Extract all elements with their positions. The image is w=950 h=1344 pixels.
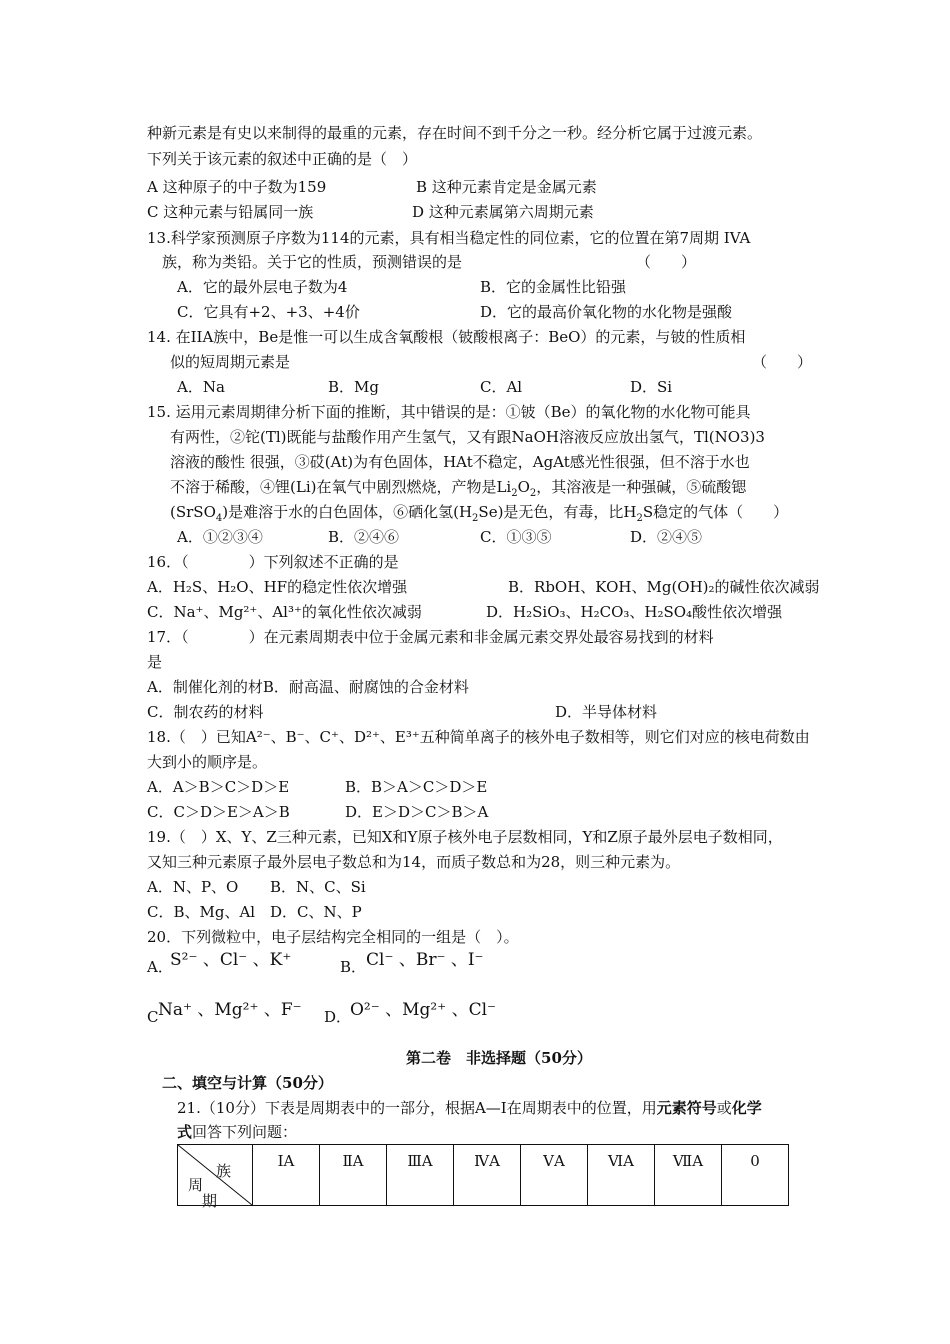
line-q12-stem-1: 种新元素是有史以来制得的最重的元素，存在时间不到千分之一秒。经分析它属于过渡元素。 [147, 124, 763, 142]
q15-stem-5: (SrSO$_4$)是难溶于水的白色固体，⑥硒化氢$(H_2Se)$是无色，有毒，比$H_2S$稳定的气体（ ） [170, 503, 789, 524]
corner-label-group: 族 [216, 1162, 232, 1180]
q20-stem: 20．下列微粒中，电子层结构完全相同的一组是（ ）。 [147, 928, 519, 946]
q13-answer-paren: （ ） [636, 253, 697, 271]
q19-option-a: A．N、P、O [147, 878, 239, 896]
group-header-6: ⅥA [588, 1145, 655, 1206]
q17-stem-2: 是 [147, 653, 163, 671]
section-title: 第二卷 非选择题（50分） [406, 1049, 592, 1067]
q13-option-a: A．它的最外层电子数为4 [177, 278, 348, 296]
q13-option-b: B．它的金属性比铅强 [480, 278, 627, 296]
q20-option-d: O²⁻ 、Mg²⁺ 、Cl⁻ [350, 1000, 497, 1020]
q19-option-d: D．C、N、P [270, 903, 362, 921]
corner-label-period-2: 期 [202, 1192, 218, 1210]
q12-option-c: C 这种元素与铅属同一族 [147, 203, 314, 221]
q21-stem-1: 21.（10分）下表是周期表中的一部分，根据A—I在周期表中的位置，用元素符号或化学 [177, 1099, 762, 1117]
q15-stem-4: 不溶于稀酸，④锂(Li)在氧气中剧烈燃烧，产物是$Li_2O_2$，其溶液是一种强碱，⑤硫酸锶 [170, 478, 747, 499]
q20-option-b-label: B． [340, 958, 367, 976]
q18-stem-1: 18.（ ）已知A²⁻、B⁻、C⁺、D²⁺、E³⁺五种简单离子的核外电子数相等，则它们对应的核电荷数由 [147, 728, 810, 746]
line-q12-stem-2: 下列关于该元素的叙述中正确的是（ ） [147, 150, 418, 168]
q13-stem-2: 族，称为类铅。关于它的性质，预测错误的是 [162, 253, 463, 271]
q14-option-a: A．Na [177, 378, 225, 396]
q14-stem-2: 似的短周期元素是 [170, 353, 291, 371]
group-header-2: ⅡA [320, 1145, 387, 1206]
q16-stem: 16．（ ）下列叙述不正确的是 [147, 553, 399, 571]
q18-option-b: B．B＞A＞C＞D＞E [345, 778, 488, 796]
q20-option-b: Cl⁻ 、Br⁻ 、I⁻ [366, 950, 484, 970]
table-corner-cell [178, 1145, 253, 1210]
q12-option-a: A 这种原子的中子数为159 [147, 178, 327, 196]
group-header-4: ⅣA [454, 1145, 521, 1206]
q16-option-c: C．Na⁺、Mg²⁺、Al³⁺的氧化性依次减弱 [147, 603, 422, 621]
q18-option-a: A．A＞B＞C＞D＞E [147, 778, 290, 796]
table-row [178, 1145, 789, 1206]
q15-stem-1: 15. 运用元素周期律分析下面的推断，其中错误的是：①铍（Be）的氧化物的水化物可能具 [147, 403, 751, 421]
q14-answer-paren: （ ） [752, 353, 813, 371]
q12-option-b: B 这种元素肯定是金属元素 [416, 178, 597, 196]
q16-option-d: D．H₂SiO₃、H₂CO₃、H₂SO₄酸性依次增强 [486, 603, 783, 621]
q17-stem-1: 17．（ ）在元素周期表中位于金属元素和非金属元素交界处最容易找到的材料 [147, 628, 714, 646]
q12-option-d: D 这种元素属第六周期元素 [412, 203, 594, 221]
q19-stem-2: 又知三种元素原子最外层电子数总和为14，而质子数总和为28，则三种元素为。 [147, 853, 681, 871]
q20-option-c: Na⁺ 、Mg²⁺ 、F⁻ [158, 1000, 302, 1020]
q15-option-b: B．②④⑥ [328, 528, 400, 546]
q20-option-a: S²⁻ 、Cl⁻ 、K⁺ [170, 950, 292, 970]
subsection-title: 二、填空与计算（50分） [162, 1074, 333, 1092]
q17-option-d: D．半导体材料 [555, 703, 658, 721]
q15-option-a: A．①②③④ [177, 528, 263, 546]
q17-option-ab: A．制催化剂的材B．耐高温、耐腐蚀的合金材料 [147, 678, 469, 696]
corner-label-period-1: 周 [188, 1176, 204, 1194]
q20-option-a-label: A． [147, 958, 173, 976]
q13-option-c: C．它具有+2、+3、+4价 [177, 303, 360, 321]
q15-stem-3: 溶液的酸性 很强，③砹(At)为有色固体，HAt不稳定，AgAt感光性很强，但不溶于水也 [170, 453, 750, 471]
q19-option-b: B．N、C、Si [270, 878, 366, 896]
q16-option-b: B．RbOH、KOH、Mg(OH)₂的碱性依次减弱 [508, 578, 820, 596]
q20-option-c-label: C [147, 1008, 159, 1026]
q19-stem-1: 19.（ ）X、Y、Z三种元素，已知X和Y原子核外电子层数相同，Y和Z原子最外层电子数相同， [147, 828, 783, 846]
q20-option-d-label: D． [324, 1008, 352, 1026]
periodic-table [177, 1144, 789, 1210]
group-header-0: 0 [722, 1145, 789, 1206]
q14-stem-1: 14. 在IIA族中，Be是惟一可以生成含氧酸根（铍酸根离子：BeO）的元素，与铍的性质相 [147, 328, 746, 346]
group-header-1: ⅠA [253, 1145, 320, 1206]
q13-option-d: D．它的最高价氧化物的水化物是强酸 [480, 303, 733, 321]
q13-stem-1: 13.科学家预测原子序数为114的元素，具有相当稳定性的同位素，它的位置在第7周期 IVA [147, 229, 751, 247]
q15-option-d: D．②④⑤ [630, 528, 703, 546]
q17-option-c: C．制农药的材料 [147, 703, 264, 721]
q14-option-b: B．Mg [328, 378, 379, 396]
group-header-3: ⅢA [387, 1145, 454, 1206]
q15-stem-2: 有两性，②铊(Tl)既能与盐酸作用产生氢气，又有跟NaOH溶液反应放出氢气，Tl(NO3)3 [170, 428, 765, 446]
group-header-7: ⅦA [655, 1145, 722, 1206]
q18-option-d: D．E＞D＞C＞B＞A [345, 803, 489, 821]
q18-option-c: C．C＞D＞E＞A＞B [147, 803, 290, 821]
q16-option-a: A．H₂S、H₂O、HF的稳定性依次增强 [147, 578, 408, 596]
q14-option-d: D．Si [630, 378, 673, 396]
group-header-5: ⅤA [521, 1145, 588, 1206]
q14-option-c: C．Al [480, 378, 523, 396]
q15-option-c: C．①③⑤ [480, 528, 552, 546]
q18-stem-2: 大到小的顺序是。 [147, 753, 268, 771]
q21-stem-2: 式回答下列问题： [177, 1123, 298, 1141]
q19-option-c: C．B、Mg、Al [147, 903, 256, 921]
